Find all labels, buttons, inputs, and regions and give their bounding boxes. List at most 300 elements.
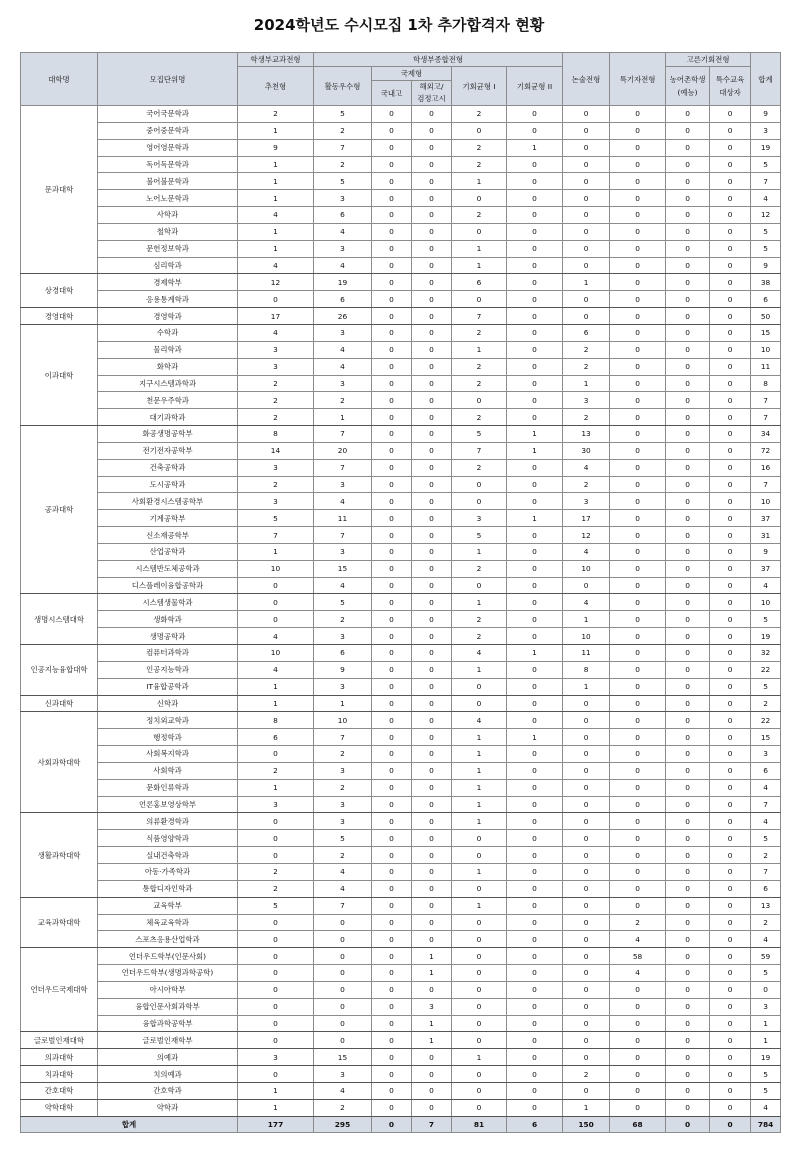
count-cell: 0 — [710, 122, 751, 139]
row-total-cell: 8 — [751, 375, 781, 392]
count-cell: 0 — [610, 1082, 666, 1099]
count-cell: 5 — [452, 527, 507, 544]
count-cell: 4 — [610, 931, 666, 948]
count-cell: 0 — [238, 594, 314, 611]
header-domestic-high: 국내고 — [372, 81, 412, 106]
count-cell: 0 — [610, 897, 666, 914]
count-cell: 0 — [452, 577, 507, 594]
table-row — [21, 1099, 781, 1116]
count-cell: 11 — [314, 510, 372, 527]
department-name: 도시공학과 — [98, 476, 238, 493]
count-cell: 0 — [563, 1015, 610, 1032]
row-total-cell: 9 — [751, 106, 781, 123]
row-total-cell: 10 — [751, 493, 781, 510]
table-row — [21, 122, 781, 139]
count-cell: 0 — [666, 880, 710, 897]
row-total-cell: 50 — [751, 308, 781, 325]
count-cell: 0 — [710, 779, 751, 796]
count-cell: 0 — [372, 628, 412, 645]
table-row — [21, 375, 781, 392]
count-cell: 2 — [452, 207, 507, 224]
count-cell: 0 — [412, 594, 452, 611]
count-cell: 0 — [412, 375, 452, 392]
count-cell: 0 — [314, 1015, 372, 1032]
count-cell: 0 — [666, 223, 710, 240]
count-cell: 0 — [372, 173, 412, 190]
count-cell: 0 — [507, 207, 563, 224]
university-name: 언더우드국제대학 — [21, 948, 98, 1032]
count-cell: 0 — [507, 223, 563, 240]
count-cell: 12 — [238, 274, 314, 291]
count-cell: 0 — [452, 965, 507, 982]
count-cell: 0 — [666, 543, 710, 560]
count-cell: 0 — [666, 291, 710, 308]
count-cell: 0 — [372, 762, 412, 779]
count-cell: 5 — [314, 173, 372, 190]
count-cell: 0 — [507, 543, 563, 560]
count-cell: 0 — [563, 308, 610, 325]
department-name: 정치외교학과 — [98, 712, 238, 729]
count-cell: 3 — [238, 493, 314, 510]
count-cell: 0 — [710, 426, 751, 443]
count-cell: 0 — [710, 375, 751, 392]
row-total-cell: 7 — [751, 476, 781, 493]
count-cell: 0 — [610, 543, 666, 560]
count-cell: 4 — [314, 1082, 372, 1099]
row-total-cell: 4 — [751, 931, 781, 948]
count-cell: 2 — [238, 476, 314, 493]
count-cell: 5 — [238, 510, 314, 527]
row-total-cell: 7 — [751, 796, 781, 813]
department-name: 신소재공학부 — [98, 527, 238, 544]
count-cell: 5 — [452, 426, 507, 443]
count-cell: 0 — [610, 611, 666, 628]
count-cell: 0 — [452, 1082, 507, 1099]
count-cell: 1 — [238, 173, 314, 190]
count-cell: 6 — [563, 324, 610, 341]
count-cell: 0 — [412, 274, 452, 291]
count-cell: 4 — [563, 594, 610, 611]
count-cell: 3 — [238, 796, 314, 813]
count-cell: 1 — [238, 678, 314, 695]
count-cell: 0 — [563, 122, 610, 139]
table-row — [21, 981, 781, 998]
count-cell: 0 — [507, 813, 563, 830]
count-cell: 0 — [412, 442, 452, 459]
count-cell: 0 — [507, 560, 563, 577]
count-cell: 0 — [710, 611, 751, 628]
count-cell: 7 — [452, 442, 507, 459]
count-cell: 6 — [314, 207, 372, 224]
row-total-cell: 72 — [751, 442, 781, 459]
count-cell: 0 — [314, 981, 372, 998]
department-name: 사학과 — [98, 207, 238, 224]
count-cell: 1 — [412, 965, 452, 982]
count-cell: 0 — [710, 577, 751, 594]
count-cell: 0 — [666, 139, 710, 156]
count-cell: 0 — [372, 779, 412, 796]
row-total-cell: 16 — [751, 459, 781, 476]
count-cell: 0 — [412, 712, 452, 729]
count-cell: 0 — [412, 577, 452, 594]
count-cell: 4 — [563, 459, 610, 476]
count-cell: 0 — [412, 897, 452, 914]
department-name: 산업공학과 — [98, 543, 238, 560]
row-total-cell: 19 — [751, 628, 781, 645]
count-cell: 0 — [666, 695, 710, 712]
header-department: 모집단위명 — [98, 53, 238, 106]
count-cell: 0 — [666, 796, 710, 813]
count-cell: 3 — [314, 628, 372, 645]
university-name: 생명시스템대학 — [21, 594, 98, 645]
count-cell: 0 — [452, 1099, 507, 1116]
department-name: 글로벌인재학부 — [98, 1032, 238, 1049]
count-cell: 0 — [710, 173, 751, 190]
count-cell: 10 — [314, 712, 372, 729]
count-cell: 0 — [666, 1066, 710, 1083]
department-name: 철학과 — [98, 223, 238, 240]
count-cell: 0 — [507, 577, 563, 594]
count-cell: 0 — [507, 611, 563, 628]
university-name: 교육과학대학 — [21, 897, 98, 948]
count-cell: 9 — [238, 139, 314, 156]
count-cell: 4 — [314, 223, 372, 240]
table-row — [21, 830, 781, 847]
row-total-cell: 5 — [751, 678, 781, 695]
count-cell: 0 — [452, 1066, 507, 1083]
count-cell: 0 — [507, 712, 563, 729]
count-cell: 0 — [610, 746, 666, 763]
count-cell: 0 — [238, 1032, 314, 1049]
count-cell: 0 — [372, 863, 412, 880]
department-name: 융합과학공학부 — [98, 1015, 238, 1032]
count-cell: 0 — [372, 830, 412, 847]
table-row — [21, 560, 781, 577]
count-cell: 0 — [412, 863, 452, 880]
count-cell: 0 — [710, 358, 751, 375]
count-cell: 0 — [563, 173, 610, 190]
count-cell: 0 — [610, 712, 666, 729]
count-cell: 1 — [563, 611, 610, 628]
count-cell: 0 — [710, 476, 751, 493]
count-cell: 2 — [238, 880, 314, 897]
count-cell: 0 — [412, 476, 452, 493]
department-name: 치의예과 — [98, 1066, 238, 1083]
count-cell: 4 — [314, 493, 372, 510]
count-cell: 0 — [666, 847, 710, 864]
row-total-cell: 10 — [751, 594, 781, 611]
department-name: 영어영문학과 — [98, 139, 238, 156]
count-cell: 0 — [666, 510, 710, 527]
row-total-cell: 4 — [751, 779, 781, 796]
count-cell: 0 — [710, 1049, 751, 1066]
count-cell: 0 — [710, 392, 751, 409]
count-cell: 0 — [372, 965, 412, 982]
table-row — [21, 813, 781, 830]
count-cell: 1 — [452, 173, 507, 190]
header-group-comprehensive: 학생부종합전형 — [314, 53, 563, 67]
count-cell: 0 — [610, 324, 666, 341]
count-cell: 0 — [372, 527, 412, 544]
summary-row — [21, 1116, 781, 1132]
table-row — [21, 914, 781, 931]
table-row — [21, 274, 781, 291]
count-cell: 9 — [314, 661, 372, 678]
row-total-cell: 1 — [751, 1032, 781, 1049]
department-name: 식품영양학과 — [98, 830, 238, 847]
summary-cell: 0 — [710, 1116, 751, 1132]
count-cell: 0 — [314, 965, 372, 982]
row-total-cell: 3 — [751, 122, 781, 139]
count-cell: 58 — [610, 948, 666, 965]
table-row — [21, 257, 781, 274]
count-cell: 0 — [507, 880, 563, 897]
count-cell: 1 — [412, 948, 452, 965]
count-cell: 17 — [563, 510, 610, 527]
university-name: 공과대학 — [21, 426, 98, 594]
count-cell: 0 — [238, 1015, 314, 1032]
university-name: 신과대학 — [21, 695, 98, 712]
header-rural: 농어촌학생 (예능) — [666, 67, 710, 106]
count-cell: 0 — [666, 628, 710, 645]
count-cell: 0 — [372, 1015, 412, 1032]
count-cell: 0 — [412, 493, 452, 510]
count-cell: 0 — [372, 577, 412, 594]
count-cell: 0 — [452, 981, 507, 998]
count-cell: 0 — [372, 678, 412, 695]
count-cell: 0 — [563, 998, 610, 1015]
table-row — [21, 594, 781, 611]
count-cell: 0 — [507, 358, 563, 375]
count-cell: 0 — [610, 577, 666, 594]
count-cell: 0 — [666, 998, 710, 1015]
header-opportunity-1: 기회균형 I — [452, 67, 507, 106]
count-cell: 0 — [412, 257, 452, 274]
count-cell: 2 — [238, 409, 314, 426]
count-cell: 19 — [314, 274, 372, 291]
count-cell: 0 — [666, 1015, 710, 1032]
count-cell: 0 — [610, 510, 666, 527]
count-cell: 1 — [238, 543, 314, 560]
count-cell: 0 — [412, 173, 452, 190]
count-cell: 8 — [238, 712, 314, 729]
count-cell: 0 — [610, 863, 666, 880]
department-name: 화학과 — [98, 358, 238, 375]
count-cell: 0 — [412, 324, 452, 341]
count-cell: 2 — [452, 459, 507, 476]
department-name: 언론홍보영상학부 — [98, 796, 238, 813]
count-cell: 0 — [372, 661, 412, 678]
count-cell: 1 — [412, 1015, 452, 1032]
table-row — [21, 931, 781, 948]
count-cell: 0 — [507, 762, 563, 779]
count-cell: 0 — [452, 830, 507, 847]
count-cell: 0 — [610, 1066, 666, 1083]
count-cell: 0 — [412, 813, 452, 830]
count-cell: 0 — [563, 931, 610, 948]
count-cell: 26 — [314, 308, 372, 325]
row-total-cell: 2 — [751, 695, 781, 712]
table-row — [21, 207, 781, 224]
count-cell: 0 — [238, 830, 314, 847]
count-cell: 0 — [610, 645, 666, 662]
count-cell: 0 — [666, 476, 710, 493]
row-total-cell: 13 — [751, 897, 781, 914]
count-cell: 0 — [412, 880, 452, 897]
count-cell: 0 — [452, 1015, 507, 1032]
count-cell: 0 — [610, 274, 666, 291]
count-cell: 0 — [412, 527, 452, 544]
count-cell: 0 — [372, 291, 412, 308]
count-cell: 10 — [563, 560, 610, 577]
count-cell: 0 — [507, 847, 563, 864]
count-cell: 0 — [507, 173, 563, 190]
count-cell: 0 — [412, 459, 452, 476]
row-total-cell: 3 — [751, 998, 781, 1015]
table-row — [21, 341, 781, 358]
count-cell: 0 — [610, 560, 666, 577]
row-total-cell: 9 — [751, 543, 781, 560]
count-cell: 1 — [238, 122, 314, 139]
count-cell: 0 — [372, 695, 412, 712]
table-row — [21, 645, 781, 662]
count-cell: 0 — [507, 948, 563, 965]
count-cell: 0 — [710, 678, 751, 695]
count-cell: 0 — [710, 156, 751, 173]
count-cell: 1 — [507, 426, 563, 443]
count-cell: 0 — [412, 139, 452, 156]
table-row — [21, 729, 781, 746]
count-cell: 1 — [507, 510, 563, 527]
count-cell: 4 — [238, 324, 314, 341]
count-cell: 1 — [507, 442, 563, 459]
count-cell: 0 — [412, 1082, 452, 1099]
table-row — [21, 510, 781, 527]
count-cell: 0 — [710, 207, 751, 224]
count-cell: 0 — [610, 426, 666, 443]
count-cell: 0 — [412, 645, 452, 662]
count-cell: 0 — [710, 645, 751, 662]
department-name: 컴퓨터과학과 — [98, 645, 238, 662]
count-cell: 0 — [372, 375, 412, 392]
count-cell: 30 — [563, 442, 610, 459]
count-cell: 0 — [710, 493, 751, 510]
table-row — [21, 577, 781, 594]
count-cell: 0 — [610, 981, 666, 998]
count-cell: 0 — [563, 1049, 610, 1066]
count-cell: 0 — [710, 560, 751, 577]
count-cell: 0 — [507, 156, 563, 173]
row-total-cell: 10 — [751, 341, 781, 358]
count-cell: 0 — [666, 324, 710, 341]
page-title: 2024학년도 수시모집 1차 추가합격자 현황 — [253, 16, 545, 34]
count-cell: 0 — [372, 324, 412, 341]
count-cell: 6 — [238, 729, 314, 746]
count-cell: 0 — [412, 341, 452, 358]
count-cell: 4 — [238, 628, 314, 645]
count-cell: 1 — [452, 729, 507, 746]
count-cell: 0 — [507, 1032, 563, 1049]
university-name: 글로벌인재대학 — [21, 1032, 98, 1049]
table-row — [21, 611, 781, 628]
university-name: 경영대학 — [21, 308, 98, 325]
row-total-cell: 5 — [751, 156, 781, 173]
count-cell: 4 — [314, 863, 372, 880]
count-cell: 2 — [314, 847, 372, 864]
count-cell: 0 — [507, 914, 563, 931]
row-total-cell: 4 — [751, 190, 781, 207]
count-cell: 0 — [610, 847, 666, 864]
count-cell: 0 — [610, 796, 666, 813]
university-name: 인공지능융합대학 — [21, 645, 98, 696]
count-cell: 0 — [412, 240, 452, 257]
count-cell: 4 — [314, 880, 372, 897]
count-cell: 0 — [666, 914, 710, 931]
table-row — [21, 948, 781, 965]
count-cell: 0 — [666, 392, 710, 409]
count-cell: 0 — [452, 493, 507, 510]
row-total-cell: 6 — [751, 880, 781, 897]
count-cell: 0 — [507, 459, 563, 476]
count-cell: 0 — [563, 139, 610, 156]
table-row — [21, 409, 781, 426]
count-cell: 0 — [710, 931, 751, 948]
count-cell: 0 — [610, 527, 666, 544]
row-total-cell: 5 — [751, 965, 781, 982]
count-cell: 1 — [238, 190, 314, 207]
count-cell: 0 — [666, 308, 710, 325]
count-cell: 0 — [610, 173, 666, 190]
row-total-cell: 0 — [751, 981, 781, 998]
department-name: 건축공학과 — [98, 459, 238, 476]
count-cell: 0 — [610, 628, 666, 645]
count-cell: 2 — [563, 1066, 610, 1083]
count-cell: 0 — [666, 240, 710, 257]
count-cell: 1 — [238, 779, 314, 796]
count-cell: 1 — [452, 796, 507, 813]
count-cell: 0 — [710, 1015, 751, 1032]
count-cell: 0 — [372, 645, 412, 662]
department-name: 통합디자인학과 — [98, 880, 238, 897]
department-name: 전기전자공학부 — [98, 442, 238, 459]
count-cell: 1 — [238, 1082, 314, 1099]
count-cell: 0 — [507, 965, 563, 982]
table-row — [21, 796, 781, 813]
department-name: 사회학과 — [98, 762, 238, 779]
table-row — [21, 493, 781, 510]
count-cell: 1 — [452, 661, 507, 678]
row-total-cell: 19 — [751, 139, 781, 156]
row-total-cell: 2 — [751, 914, 781, 931]
count-cell: 0 — [710, 106, 751, 123]
count-cell: 3 — [238, 459, 314, 476]
count-cell: 3 — [314, 240, 372, 257]
row-total-cell: 5 — [751, 830, 781, 847]
count-cell: 2 — [314, 779, 372, 796]
count-cell: 0 — [610, 1015, 666, 1032]
count-cell: 0 — [372, 358, 412, 375]
table-body — [21, 106, 781, 1133]
summary-cell: 7 — [412, 1116, 452, 1132]
count-cell: 0 — [610, 257, 666, 274]
department-name: 독어독문학과 — [98, 156, 238, 173]
count-cell: 0 — [507, 392, 563, 409]
count-cell: 10 — [238, 560, 314, 577]
count-cell: 0 — [372, 139, 412, 156]
count-cell: 3 — [563, 392, 610, 409]
row-total-cell: 5 — [751, 1066, 781, 1083]
count-cell: 0 — [563, 1082, 610, 1099]
